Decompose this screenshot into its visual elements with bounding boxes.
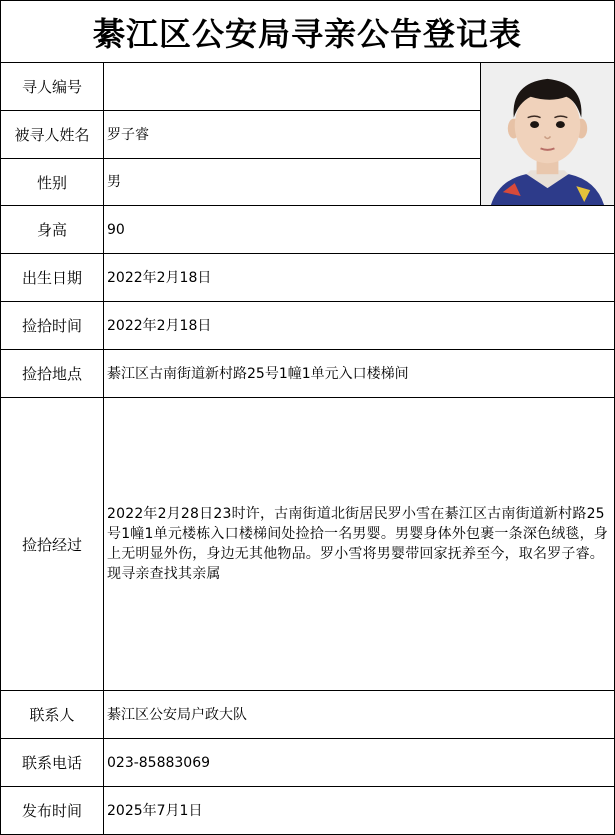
row-gender (1, 159, 480, 206)
value-found-location: 綦江区古南街道新村路25号1幢1单元入口楼梯间 (107, 365, 409, 382)
value-height: 90 (107, 221, 125, 238)
value-search-id (104, 63, 480, 110)
row-found-details (1, 398, 614, 691)
row-found-time (1, 302, 614, 350)
label-found-details: 捡拾经过 (1, 398, 104, 690)
child-photo (480, 63, 614, 206)
value-publish-date: 2025年7月1日 (107, 802, 203, 819)
value-gender: 男 (107, 174, 121, 190)
value-found-details (104, 398, 614, 690)
row-height (1, 206, 614, 254)
row-phone (1, 739, 614, 787)
child-portrait-image (481, 63, 614, 205)
label-contact: 联系人 (1, 691, 104, 738)
label-search-id: 寻人编号 (1, 63, 104, 110)
value-phone: 023-85883069 (107, 754, 211, 771)
row-found-location (1, 350, 614, 398)
label-found-time: 捡拾时间 (1, 302, 104, 349)
row-birth-date (1, 254, 614, 302)
label-gender: 性别 (1, 159, 104, 205)
value-contact: 綦江区公安局户政大队 (107, 706, 247, 723)
form-title: 綦江区公安局寻亲公告登记表 (1, 1, 614, 63)
row-name (1, 111, 480, 159)
row-search-id (1, 63, 480, 111)
label-birth-date: 出生日期 (1, 254, 104, 301)
label-phone: 联系电话 (1, 739, 104, 786)
row-publish-date (1, 787, 614, 834)
label-height: 身高 (1, 206, 104, 253)
label-publish-date: 发布时间 (1, 787, 104, 834)
label-found-location: 捡拾地点 (1, 350, 104, 397)
found-details-text: 2022年2月28日23时许，古南街道北街居民罗小雪在綦江区古南街道新村路25号1幢1单元楼栋入口楼梯间处捡拾一名男婴。男婴身体外包裹一条深色绒毯，身上无明显外伤，身边无其他物品。罗小雪将男婴带回家抚养至今，取名罗子睿。现寻亲查找其亲属 (107, 506, 609, 582)
value-name: 罗子睿 (107, 126, 149, 143)
value-birth-date: 2022年2月18日 (107, 269, 212, 286)
row-contact (1, 691, 614, 739)
value-found-time: 2022年2月18日 (107, 317, 212, 334)
label-name: 被寻人姓名 (1, 111, 104, 158)
